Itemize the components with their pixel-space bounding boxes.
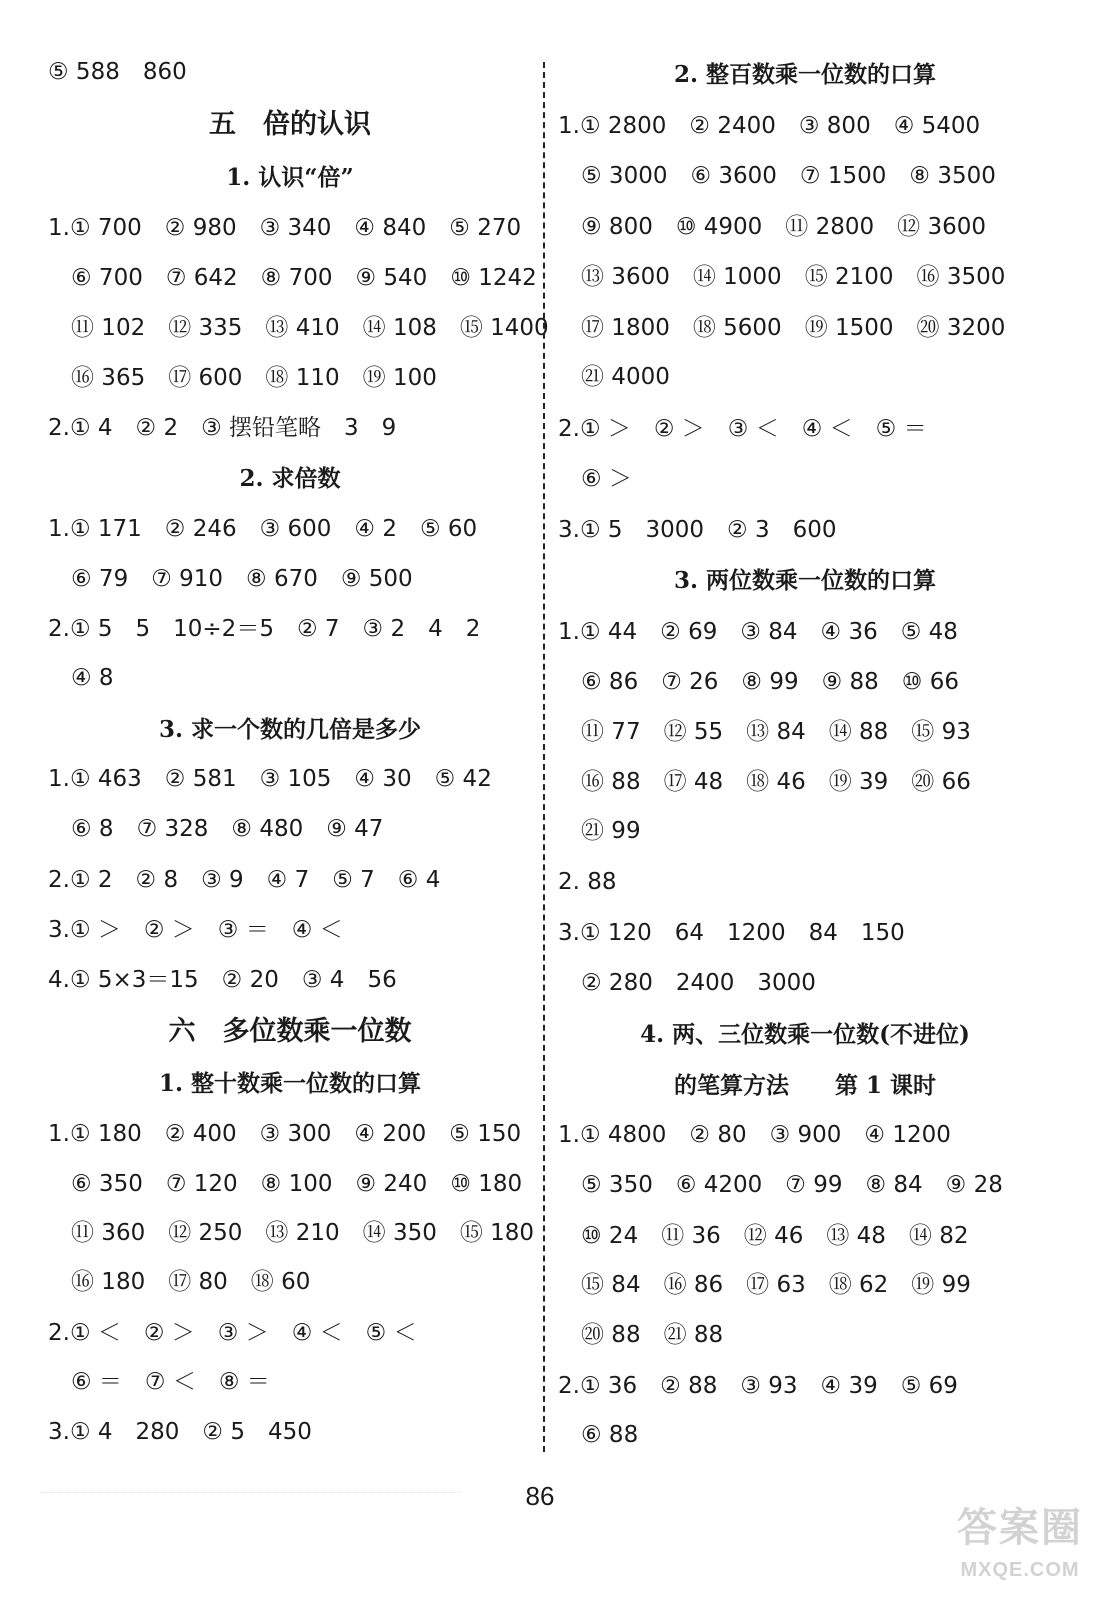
answer-line: ⑨ 800 ⑩ 4900 ⑪ 2800 ⑫ 3600 <box>558 214 986 240</box>
answer-line: 1.① 463 ② 581 ③ 105 ④ 30 ⑤ 42 <box>48 766 492 792</box>
answer-line: ⑥ ＝ ⑦ ＜ ⑧ ＝ <box>48 1369 270 1395</box>
answer-line: ㉑ 99 <box>558 818 641 844</box>
answer-line: 1.① 180 ② 400 ③ 300 ④ 200 ⑤ 150 <box>48 1121 522 1147</box>
answer-line: 3.① 120 64 1200 84 150 <box>558 920 905 946</box>
answer-line: ⑤ 588 860 <box>48 59 187 85</box>
section-heading: 六 多位数乘一位数 <box>168 1016 412 1047</box>
answer-line: 3.① 4 280 ② 5 450 <box>48 1419 312 1445</box>
watermark-logo-text: 答案圈 <box>957 1506 1083 1550</box>
answer-line: ⑥ ＞ <box>558 466 632 492</box>
answer-line: 2.① 4 ② 2 ③ 摆铅笔略 3 9 <box>48 415 397 441</box>
answer-line: 1.① 2800 ② 2400 ③ 800 ④ 5400 <box>558 113 981 139</box>
answer-line: 1.① 4800 ② 80 ③ 900 ④ 1200 <box>558 1122 951 1148</box>
answer-line: ⑪ 77 ⑫ 55 ⑬ 84 ⑭ 88 ⑮ 93 <box>558 719 971 745</box>
lesson-heading: 4. 两、三位数乘一位数(不进位) <box>640 1021 970 1048</box>
answer-line: ⑥ 88 <box>558 1422 639 1448</box>
answer-line: ⑬ 3600 ⑭ 1000 ⑮ 2100 ⑯ 3500 <box>558 264 1006 290</box>
lesson-heading: 1. 认识“倍” <box>226 164 354 191</box>
lesson-heading: 2. 求倍数 <box>239 465 341 492</box>
answer-line: ⑥ 700 ⑦ 642 ⑧ 700 ⑨ 540 ⑩ 1242 <box>48 265 537 291</box>
answer-line: ⑰ 1800 ⑱ 5600 ⑲ 1500 ⑳ 3200 <box>558 315 1006 341</box>
answer-line: 4.① 5×3＝15 ② 20 ③ 4 56 <box>48 967 397 993</box>
answer-line: ④ 8 <box>48 665 114 691</box>
answer-line: 2.① 36 ② 88 ③ 93 ④ 39 ⑤ 69 <box>558 1373 958 1399</box>
answer-line: ⑩ 24 ⑪ 36 ⑫ 46 ⑬ 48 ⑭ 82 <box>558 1223 969 1249</box>
answer-line: ⑤ 350 ⑥ 4200 ⑦ 99 ⑧ 84 ⑨ 28 <box>558 1172 1003 1198</box>
lesson-heading: 3. 求一个数的几倍是多少 <box>158 716 422 743</box>
lesson-heading: 1. 整十数乘一位数的口算 <box>158 1070 422 1097</box>
answer-line: 1.① 700 ② 980 ③ 340 ④ 840 ⑤ 270 <box>48 215 522 241</box>
lesson-heading: 2. 整百数乘一位数的口算 <box>673 61 937 88</box>
answer-line: ⑯ 365 ⑰ 600 ⑱ 110 ⑲ 100 <box>48 365 437 391</box>
answer-line: ⑤ 3000 ⑥ 3600 ⑦ 1500 ⑧ 3500 <box>558 163 996 189</box>
answer-line: 1.① 44 ② 69 ③ 84 ④ 36 ⑤ 48 <box>558 619 958 645</box>
answer-line: 3.① ＞ ② ＞ ③ ＝ ④ ＜ <box>48 917 343 943</box>
answer-line: ② 280 2400 3000 <box>558 970 816 996</box>
answer-line: 3.① 5 3000 ② 3 600 <box>558 517 837 543</box>
page-number: 86 <box>525 1481 555 1511</box>
answer-line: ⑥ 8 ⑦ 328 ⑧ 480 ⑨ 47 <box>48 816 384 842</box>
answer-line: 2.① ＞ ② ＞ ③ ＜ ④ ＜ ⑤ ＝ <box>558 416 927 442</box>
answer-line: ⑯ 88 ⑰ 48 ⑱ 46 ⑲ 39 ⑳ 66 <box>558 769 971 795</box>
answer-line: ⑪ 102 ⑫ 335 ⑬ 410 ⑭ 108 ⑮ 1400 <box>48 315 549 341</box>
column-divider <box>543 62 545 1452</box>
answer-line: 2. 88 <box>558 869 617 895</box>
answer-line: 2.① 5 5 10÷2＝5 ② 7 ③ 2 4 2 <box>48 616 481 642</box>
section-heading: 五 倍的认识 <box>209 109 371 140</box>
answer-line: 2.① ＜ ② ＞ ③ ＞ ④ ＜ ⑤ ＜ <box>48 1320 417 1346</box>
watermark-logo <box>925 1500 1115 1600</box>
answer-line: ⑥ 86 ⑦ 26 ⑧ 99 ⑨ 88 ⑩ 66 <box>558 669 959 695</box>
answer-line: ⑪ 360 ⑫ 250 ⑬ 210 ⑭ 350 ⑮ 180 <box>48 1220 535 1246</box>
answer-line: ⑯ 180 ⑰ 80 ⑱ 60 <box>48 1269 311 1295</box>
answer-line: ⑳ 88 ㉑ 88 <box>558 1322 724 1348</box>
answer-line: ㉑ 4000 <box>558 364 670 390</box>
lesson-heading: 3. 两位数乘一位数的口算 <box>673 567 937 594</box>
answer-line: ⑮ 84 ⑯ 86 ⑰ 63 ⑱ 62 ⑲ 99 <box>558 1272 971 1298</box>
answer-line: ⑥ 79 ⑦ 910 ⑧ 670 ⑨ 500 <box>48 566 413 592</box>
answer-line: ⑥ 350 ⑦ 120 ⑧ 100 ⑨ 240 ⑩ 180 <box>48 1171 523 1197</box>
answer-line: 1.① 171 ② 246 ③ 600 ④ 2 ⑤ 60 <box>48 516 478 542</box>
answer-line: 2.① 2 ② 8 ③ 9 ④ 7 ⑤ 7 ⑥ 4 <box>48 867 441 893</box>
watermark-url: MXQE.COM <box>960 1559 1080 1581</box>
lesson-heading: 的笔算方法 第 1 课时 <box>673 1072 937 1099</box>
